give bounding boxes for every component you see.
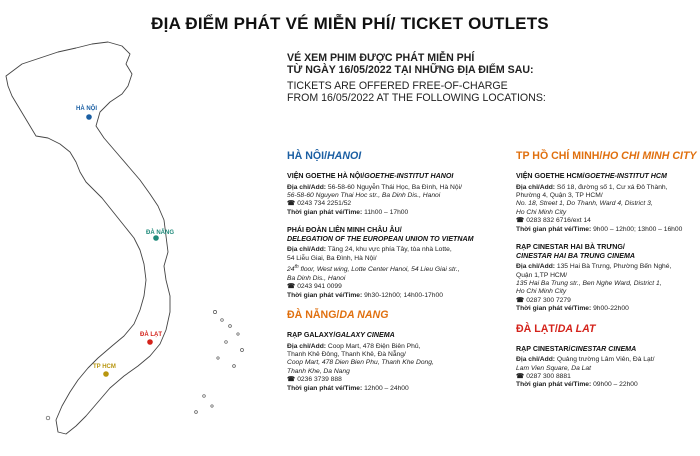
island xyxy=(211,405,213,407)
venue-cinestar-dalat xyxy=(516,345,698,390)
island xyxy=(217,357,219,359)
venue-address-line: 54 Liễu Giai, Ba Đình, Hà Nội/ xyxy=(287,254,377,262)
region-dalat: ĐÀ LẠT/DA LAT xyxy=(516,322,596,335)
region-danang: ĐÀ NẴNG/DA NANG xyxy=(287,309,389,322)
vietnam-outline xyxy=(6,42,170,434)
venue-galaxy-danang xyxy=(287,331,502,393)
island xyxy=(225,341,228,344)
venue-time: Thời gian phát vé/Time: 09h00 – 22h00 xyxy=(516,381,638,389)
venue-address-en-line: Thanh Khe, Da Nang xyxy=(287,367,350,375)
venue-cinestar-hbt xyxy=(516,243,698,314)
dalat-label: ĐÀ LẠT xyxy=(140,332,162,338)
page-title: ĐỊA ĐIỂM PHÁT VÉ MIỄN PHÍ/ TICKET OUTLETS xyxy=(151,14,549,33)
dalat-marker xyxy=(147,339,153,345)
venue-phone: ☎ 0236 3739 888 xyxy=(287,376,342,384)
region-hanoi: HÀ NỘI/HANOI xyxy=(287,150,362,162)
venue-address-en: 56-58-60 Nguyen Thai Hoc str., Ba Dinh Dis., Hanoi xyxy=(287,192,441,199)
right-column xyxy=(516,150,698,399)
venue-address: Địa chỉ/Add: Tầng 24, khu vực phía Tây, tòa nhà Lotte, xyxy=(287,246,452,254)
venue-address-en: 24th floor, West wing, Lotte Center Hanoi, 54 Lieu Giai str., xyxy=(287,264,460,274)
venue-address: Địa chỉ/Add: 135 Hai Bà Trưng, Phường Bến Nghé, xyxy=(516,263,672,271)
venue-phone: ☎ 0243 734 2251/52 xyxy=(287,200,352,208)
danang-marker xyxy=(153,235,159,241)
island xyxy=(229,325,232,328)
venue-address-en-line: Ba Dinh Dis., Hanoi xyxy=(287,274,346,282)
island xyxy=(233,365,236,368)
island xyxy=(237,333,239,335)
island xyxy=(195,411,198,414)
venue-phone: ☎ 0283 832 6716/ext 14 xyxy=(516,217,591,225)
venue-address-line: Phường 4, Quận 3, TP HCM/ xyxy=(516,192,603,199)
venue-address-en: Coop Mart, 478 Dien Bien Phu, Thanh Khe Dong, xyxy=(287,359,434,367)
islands xyxy=(46,310,243,419)
venue-time: Thời gian phát vé/Time: 9h30-12h00; 14h00-17h00 xyxy=(287,291,443,299)
hcm-marker xyxy=(103,371,109,377)
venue-time: Thời gian phát vé/Time: 9h00 – 12h00; 13h00 – 16h00 xyxy=(516,225,683,233)
intro-en-line-2: FROM 16/05/2022 AT THE FOLLOWING LOCATIONS: xyxy=(287,92,546,105)
venue-address: Địa chỉ/Add: 56-58-60 Nguyễn Thái Học, Ba Đình, Hà Nội/ xyxy=(287,183,462,191)
venue-address: Địa chỉ/Add: Quảng trường Lâm Viên, Đà Lạt/ xyxy=(516,356,655,364)
venue-time: Thời gian phát vé/Time: 12h00 – 24h00 xyxy=(287,384,409,392)
venue-phone: ☎ 0243 941 0099 xyxy=(287,283,342,291)
island xyxy=(221,319,224,322)
venue-name: VIỆN GOETHE HCM/GOETHE-INSTITUT HCM xyxy=(516,172,667,180)
venue-address-en: No. 18, Street 1, Do Thanh, Ward 4, District 3, xyxy=(516,200,653,208)
intro-en-line-1: TICKETS ARE OFFERED FREE-OF-CHARGE xyxy=(287,79,508,92)
venue-name: RẠP GALAXY/GALAXY CINEMA xyxy=(287,331,395,340)
venue-goethe-hcm xyxy=(516,172,698,234)
intro-vn-line-1: VÉ XEM PHIM ĐƯỢC PHÁT MIỄN PHÍ xyxy=(287,52,475,64)
danang-label: ĐÀ NẴNG xyxy=(146,230,174,236)
hanoi-marker xyxy=(86,114,92,120)
venue-time: Thời gian phát vé/Time: 9h00-22h00 xyxy=(516,305,629,313)
left-column xyxy=(287,150,502,402)
island xyxy=(213,310,216,313)
venue-name: RẠP CINESTAR HAI BÀ TRƯNG/ CINESTAR HAI BA TRUNG CINEMA xyxy=(516,243,636,260)
hanoi-label: HÀ NỘI xyxy=(76,106,97,112)
venue-name: RẠP CINESTAR/CINESTAR CINEMA xyxy=(516,344,637,353)
venue-phone: ☎ 0287 300 8881 xyxy=(516,373,571,381)
venue-address-en-line: Ho Chi Minh City xyxy=(516,288,567,296)
hcm-label: TP HCM xyxy=(93,364,116,370)
venue-goethe-hanoi xyxy=(287,172,502,217)
intro-block xyxy=(287,52,687,105)
intro-vn-line-2: TỪ NGÀY 16/05/2022 TẠI NHỮNG ĐỊA ĐIỂM SAU: xyxy=(287,64,534,77)
venue-address-line: Quận 1,TP HCM/ xyxy=(516,271,568,279)
island xyxy=(46,416,50,420)
venue-address-en-line: Ho Chi Minh City xyxy=(516,208,567,216)
island xyxy=(203,395,206,398)
venue-address-en: Lam Vien Square, Da Lat xyxy=(516,364,591,372)
venue-name: PHÁI ĐOÀN LIÊN MINH CHÂU ÂU/ DELEGATION OF THE EUROPEAN UNION TO VIETNAM xyxy=(287,226,474,243)
venue-address-line: Thanh Khê Đông, Thanh Khê, Đà Nẵng/ xyxy=(287,351,406,359)
island xyxy=(241,349,244,352)
venue-address: Địa chỉ/Add: Số 18, đường số 1, Cư xá Đô Thành, xyxy=(516,183,668,191)
region-hcm: TP HỒ CHÍ MINH/HO CHI MINH CITY xyxy=(516,150,697,162)
venue-time: Thời gian phát vé/Time: 11h00 – 17h00 xyxy=(287,208,409,216)
venue-phone: ☎ 0287 300 7279 xyxy=(516,296,571,304)
vietnam-map xyxy=(0,40,262,456)
venue-name: VIỆN GOETHE HÀ NỘI/GOETHE-INSTITUT HANOI xyxy=(287,172,454,180)
venue-address-en: 135 Hai Ba Trung str., Ben Nghe Ward, District 1, xyxy=(516,280,662,288)
venue-address: Địa chỉ/Add: Coop Mart, 478 Điện Biên Phủ, xyxy=(287,342,421,350)
venue-eu-delegation xyxy=(287,226,502,300)
